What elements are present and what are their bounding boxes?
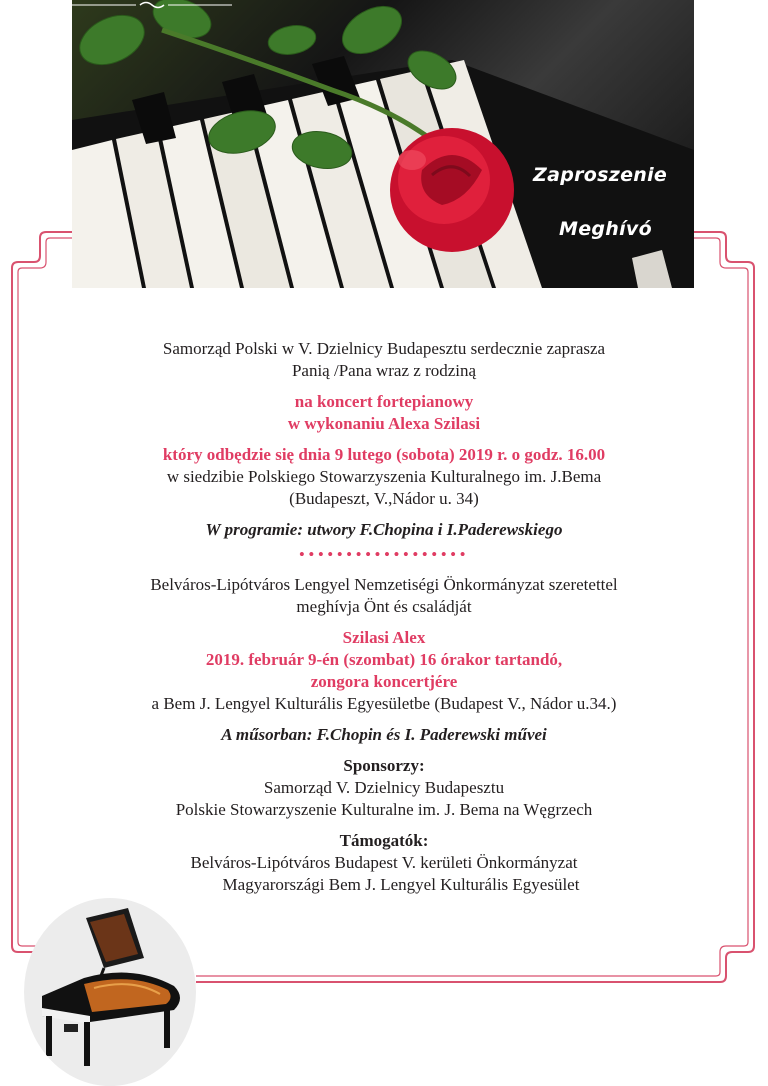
grand-piano-image xyxy=(24,898,196,1086)
hu-intro-line-1: Belváros-Lipótváros Lengyel Nemzetiségi Önkormányzat szeretettel xyxy=(150,575,618,594)
invitation-text xyxy=(100,338,668,896)
rose-flower xyxy=(390,128,514,252)
supporter-item: Magyarországi Bem J. Lengyel Kulturális Egyesület xyxy=(222,875,580,894)
pl-venue-line-1: w siedzibie Polskiego Stowarzyszenia Kulturalnego im. J.Bema xyxy=(166,467,602,486)
hu-venue: a Bem J. Lengyel Kulturális Egyesületbe (Budapest V., Nádor u.34.) xyxy=(151,694,617,713)
pl-program: W programie: utwory F.Chopina i I.Paderewskiego xyxy=(205,520,563,539)
hu-intro-line-2: meghívja Önt és családját xyxy=(296,597,472,616)
hu-program: A műsorban: F.Chopin és I. Paderewski művei xyxy=(221,725,547,744)
hero-title-polish: Zaproszenie xyxy=(533,164,668,186)
sponsor-item: Polskie Stowarzyszenie Kulturalne im. J. Bema na Węgrzech xyxy=(175,800,593,819)
hu-event: zongora koncertjére xyxy=(310,672,458,691)
hu-date: 2019. február 9-én (szombat) 16 órakor tartandó, xyxy=(205,650,563,669)
supporter-item: Belváros-Lipótváros Budapest V. kerületi Önkormányzat xyxy=(190,853,578,872)
pl-concert-line-1: na koncert fortepianowy xyxy=(294,392,474,411)
hu-performer: Szilasi Alex xyxy=(342,628,426,647)
supporters-heading: Támogatók: xyxy=(339,831,429,850)
grand-piano-icon xyxy=(24,898,196,1086)
pl-intro-line-2: Panią /Pana wraz z rodziną xyxy=(291,361,477,380)
title-divider-ornament xyxy=(72,0,232,10)
pl-concert-line-2: w wykonaniu Alexa Szilasi xyxy=(287,414,481,433)
rose-piano-illustration xyxy=(72,0,694,288)
sponsor-item: Samorząd V. Dzielnicy Budapesztu xyxy=(263,778,505,797)
sponsors-heading: Sponsorzy: xyxy=(343,756,425,775)
dotted-divider: •••••••••••••••••• xyxy=(298,545,470,564)
pl-intro-line-1: Samorząd Polski w V. Dzielnicy Budapesztu serdecznie zaprasza xyxy=(162,339,606,358)
pl-date: który odbędzie się dnia 9 lutego (sobota) 2019 r. o godz. 16.00 xyxy=(162,445,606,464)
pl-venue-line-2: (Budapeszt, V.,Nádor u. 34) xyxy=(289,489,479,508)
hero-title-hungarian: Meghívó xyxy=(559,218,652,240)
hero-image-rose-on-piano xyxy=(72,0,694,288)
